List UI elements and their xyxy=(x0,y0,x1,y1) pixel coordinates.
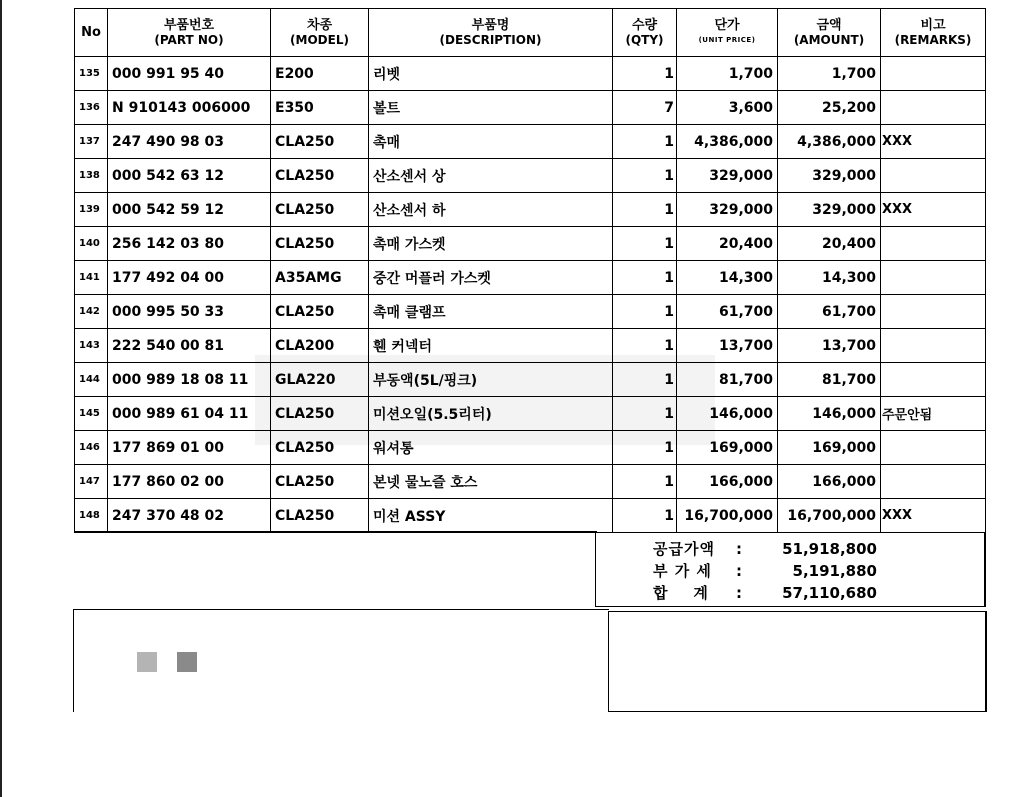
cell-remarks: XXX xyxy=(881,125,986,159)
header-no: No xyxy=(75,9,108,57)
cell-remarks xyxy=(881,159,986,193)
cell-no: 145 xyxy=(75,397,108,431)
cell-unit-price: 169,000 xyxy=(677,431,778,465)
table-row xyxy=(75,125,986,159)
vat-label: 부 가 세 xyxy=(653,562,712,580)
cell-unit-price: 1,700 xyxy=(677,57,778,91)
cell-description: 휀 커넥터 xyxy=(369,329,613,363)
cell-remarks xyxy=(881,227,986,261)
cell-amount: 16,700,000 xyxy=(778,499,881,533)
cell-no: 137 xyxy=(75,125,108,159)
cell-qty: 1 xyxy=(613,57,677,91)
cell-model: E350 xyxy=(271,91,369,125)
table-row xyxy=(75,499,986,533)
cell-remarks xyxy=(881,261,986,295)
cell-unit-price: 4,386,000 xyxy=(677,125,778,159)
stamp-square-light xyxy=(137,652,157,672)
cell-amount: 166,000 xyxy=(778,465,881,499)
cell-unit-price: 14,300 xyxy=(677,261,778,295)
table-row xyxy=(75,261,986,295)
cell-description: 부동액(5L/핑크) xyxy=(369,363,613,397)
cell-unit-price: 146,000 xyxy=(677,397,778,431)
cell-unit-price: 166,000 xyxy=(677,465,778,499)
cell-no: 140 xyxy=(75,227,108,261)
cell-no: 139 xyxy=(75,193,108,227)
cell-part-no: 000 995 50 33 xyxy=(108,295,271,329)
cell-qty: 7 xyxy=(613,91,677,125)
cell-part-no: 000 542 63 12 xyxy=(108,159,271,193)
cell-remarks xyxy=(881,295,986,329)
cell-part-no: 177 492 04 00 xyxy=(108,261,271,295)
cell-description: 미션 ASSY xyxy=(369,499,613,533)
cell-qty: 1 xyxy=(613,261,677,295)
cell-no: 147 xyxy=(75,465,108,499)
cell-qty: 1 xyxy=(613,397,677,431)
table-row xyxy=(75,295,986,329)
cell-qty: 1 xyxy=(613,465,677,499)
cell-model: E200 xyxy=(271,57,369,91)
cell-amount: 61,700 xyxy=(778,295,881,329)
cell-part-no: 000 989 61 04 11 xyxy=(108,397,271,431)
cell-qty: 1 xyxy=(613,125,677,159)
supply-value: 51,918,800 xyxy=(782,540,877,558)
cell-description: 촉매 가스켓 xyxy=(369,227,613,261)
cell-remarks xyxy=(881,363,986,397)
cell-remarks: XXX xyxy=(881,193,986,227)
cell-description: 산소센서 하 xyxy=(369,193,613,227)
cell-amount: 169,000 xyxy=(778,431,881,465)
cell-model: A35AMG xyxy=(271,261,369,295)
cell-part-no: 222 540 00 81 xyxy=(108,329,271,363)
cell-remarks xyxy=(881,465,986,499)
cell-unit-price: 3,600 xyxy=(677,91,778,125)
cell-remarks xyxy=(881,329,986,363)
cell-model: CLA250 xyxy=(271,193,369,227)
cell-amount: 20,400 xyxy=(778,227,881,261)
header-model: 차종 (MODEL) xyxy=(271,9,369,57)
cell-qty: 1 xyxy=(613,295,677,329)
cell-part-no: 177 860 02 00 xyxy=(108,465,271,499)
cell-amount: 14,300 xyxy=(778,261,881,295)
cell-description: 미션오일(5.5리터) xyxy=(369,397,613,431)
cell-no: 136 xyxy=(75,91,108,125)
table-row xyxy=(75,329,986,363)
cell-qty: 1 xyxy=(613,193,677,227)
cell-unit-price: 81,700 xyxy=(677,363,778,397)
table-row xyxy=(75,465,986,499)
grand-total-label: 합 계 xyxy=(653,584,709,602)
cell-description: 볼트 xyxy=(369,91,613,125)
cell-description: 워셔통 xyxy=(369,431,613,465)
page-left-edge xyxy=(0,0,2,797)
stamp-square-dark xyxy=(177,652,197,672)
supply-label: 공급가액 xyxy=(653,540,715,558)
cell-no: 135 xyxy=(75,57,108,91)
header-amount: 금액 (AMOUNT) xyxy=(778,9,881,57)
cell-description: 중간 머플러 가스켓 xyxy=(369,261,613,295)
cell-unit-price: 16,700,000 xyxy=(677,499,778,533)
cell-part-no: 000 542 59 12 xyxy=(108,193,271,227)
totals-box xyxy=(595,532,986,607)
cell-no: 148 xyxy=(75,499,108,533)
parts-table xyxy=(74,8,986,533)
cell-no: 141 xyxy=(75,261,108,295)
cell-amount: 146,000 xyxy=(778,397,881,431)
cell-part-no: N 910143 006000 xyxy=(108,91,271,125)
cell-model: CLA250 xyxy=(271,295,369,329)
header-qty: 수량 (QTY) xyxy=(613,9,677,57)
cell-qty: 1 xyxy=(613,363,677,397)
cell-model: CLA250 xyxy=(271,159,369,193)
cell-remarks xyxy=(881,91,986,125)
cell-part-no: 256 142 03 80 xyxy=(108,227,271,261)
cell-model: CLA250 xyxy=(271,227,369,261)
cell-part-no: 000 989 18 08 11 xyxy=(108,363,271,397)
table-row xyxy=(75,193,986,227)
cell-part-no: 247 490 98 03 xyxy=(108,125,271,159)
cell-remarks: XXX xyxy=(881,499,986,533)
table-row xyxy=(75,397,986,431)
cell-description: 본넷 물노즐 호스 xyxy=(369,465,613,499)
table-header-row xyxy=(75,9,986,57)
table-bottom-rule xyxy=(74,531,597,533)
header-remarks: 비고 (REMARKS) xyxy=(881,9,986,57)
cell-model: CLA200 xyxy=(271,329,369,363)
cell-unit-price: 20,400 xyxy=(677,227,778,261)
cell-model: CLA250 xyxy=(271,125,369,159)
vat-colon: : xyxy=(736,562,742,580)
cell-no: 138 xyxy=(75,159,108,193)
cell-amount: 1,700 xyxy=(778,57,881,91)
cell-description: 산소센서 상 xyxy=(369,159,613,193)
cell-remarks xyxy=(881,431,986,465)
table-row xyxy=(75,91,986,125)
grand-total-colon: : xyxy=(736,584,742,602)
cell-description: 촉매 xyxy=(369,125,613,159)
cell-amount: 81,700 xyxy=(778,363,881,397)
header-unit-price: 단가 (UNIT PRICE) xyxy=(677,9,778,57)
cell-unit-price: 61,700 xyxy=(677,295,778,329)
header-description: 부품명 (DESCRIPTION) xyxy=(369,9,613,57)
table-row xyxy=(75,431,986,465)
table-row xyxy=(75,57,986,91)
cell-unit-price: 329,000 xyxy=(677,193,778,227)
cell-description: 촉매 클램프 xyxy=(369,295,613,329)
cell-remarks: 주문안됨 xyxy=(881,397,986,431)
cell-model: CLA250 xyxy=(271,431,369,465)
grand-total-value: 57,110,680 xyxy=(782,584,877,602)
cell-amount: 329,000 xyxy=(778,193,881,227)
cell-part-no: 000 991 95 40 xyxy=(108,57,271,91)
supply-colon: : xyxy=(736,540,742,558)
vat-value: 5,191,880 xyxy=(792,562,877,580)
cell-model: CLA250 xyxy=(271,397,369,431)
cell-amount: 329,000 xyxy=(778,159,881,193)
cell-model: CLA250 xyxy=(271,465,369,499)
cell-no: 146 xyxy=(75,431,108,465)
cell-part-no: 177 869 01 00 xyxy=(108,431,271,465)
cell-qty: 1 xyxy=(613,329,677,363)
cell-no: 143 xyxy=(75,329,108,363)
cell-amount: 4,386,000 xyxy=(778,125,881,159)
cell-no: 142 xyxy=(75,295,108,329)
header-part-no: 부품번호 (PART NO) xyxy=(108,9,271,57)
cell-remarks xyxy=(881,57,986,91)
cell-qty: 1 xyxy=(613,499,677,533)
cell-qty: 1 xyxy=(613,431,677,465)
cell-unit-price: 13,700 xyxy=(677,329,778,363)
cell-part-no: 247 370 48 02 xyxy=(108,499,271,533)
cell-amount: 13,700 xyxy=(778,329,881,363)
cell-unit-price: 329,000 xyxy=(677,159,778,193)
cell-model: GLA220 xyxy=(271,363,369,397)
notes-box-right xyxy=(608,611,987,712)
cell-no: 144 xyxy=(75,363,108,397)
cell-qty: 1 xyxy=(613,227,677,261)
cell-model: CLA250 xyxy=(271,499,369,533)
cell-amount: 25,200 xyxy=(778,91,881,125)
table-row xyxy=(75,227,986,261)
table-row xyxy=(75,363,986,397)
cell-qty: 1 xyxy=(613,159,677,193)
table-row xyxy=(75,159,986,193)
cell-description: 리벳 xyxy=(369,57,613,91)
